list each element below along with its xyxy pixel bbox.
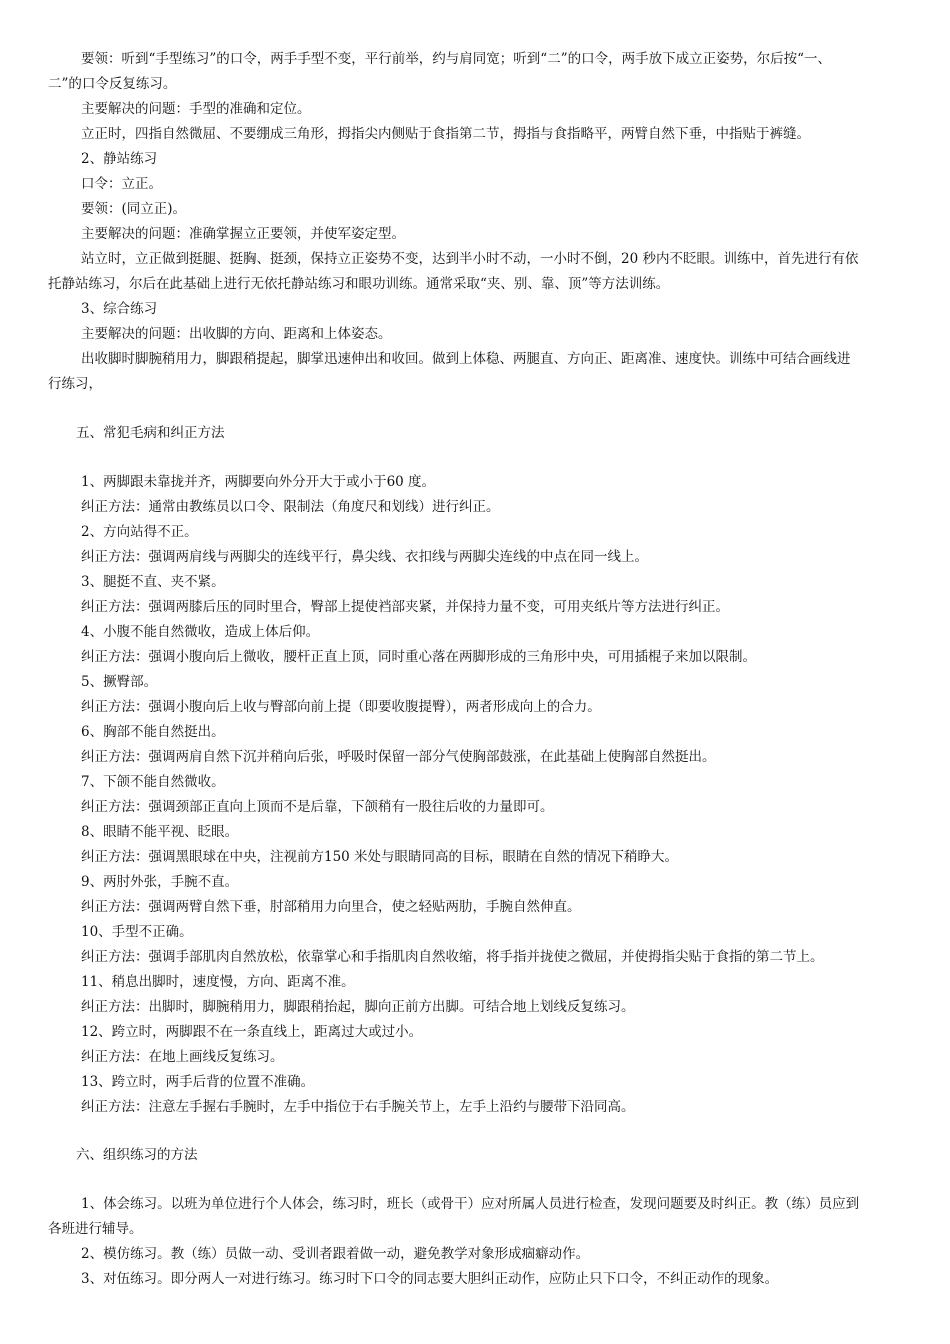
list-item: 8、眼睛不能平视、眨眼。 (81, 824, 239, 840)
subheading: 3、综合练习 (81, 301, 158, 317)
list-item: 10、手型不正确。 (81, 924, 193, 940)
list-item: 2、方向站得不正。 (81, 524, 198, 540)
list-item: 4、小腹不能自然微收，造成上体后仰。 (81, 624, 320, 640)
list-item: 7、下颌不能自然微收。 (81, 774, 225, 790)
paragraph-line: 纠正方法：在地上画线反复练习。 (81, 1049, 284, 1065)
paragraph-line: 纠正方法：强调颈部正直向上顶而不是后靠，下颌稍有一股往后收的力量即可。 (81, 799, 554, 815)
paragraph-line: 各班进行辅导。 (48, 1221, 143, 1237)
paragraph-line: 纠正方法：通常由教练员以口令、限制法（角度尺和划线）进行纠正。 (81, 499, 500, 515)
paragraph-line: 纠正方法：强调两肩线与两脚尖的连线平行，鼻尖线、衣扣线与两脚尖连线的中点在同一线上。 (81, 549, 648, 565)
list-item: 5、撅臀部。 (81, 674, 158, 690)
paragraph-line: 纠正方法：强调小腹向后上收与臀部向前上提（即要收腹提臀），两者形成向上的合力。 (81, 699, 601, 715)
paragraph-line: 要领：(同立正)。 (81, 201, 187, 217)
subheading: 2、静站练习 (81, 151, 158, 167)
paragraph-line: 主要解决的问题：出收脚的方向、距离和上体姿态。 (81, 326, 392, 342)
list-item: 13、跨立时，两手后背的位置不准确。 (81, 1074, 315, 1090)
paragraph-line: 主要解决的问题：手型的准确和定位。 (81, 101, 311, 117)
paragraph-line: 站立时，立正做到挺腿、挺胸、挺颈，保持立正姿势不变，达到半小时不动，一小时不倒，20 秒内不眨眼。训练中，首先进行有依 (81, 251, 859, 267)
paragraph-line: 立正时，四指自然微屈、不要绷成三角形，拇指尖内侧贴于食指第二节，拇指与食指略平，两臂自然下垂，中指贴于裤缝。 (81, 126, 810, 142)
list-item: 11、稍息出脚时，速度慢，方向、距离不准。 (81, 974, 355, 990)
paragraph-line: 纠正方法：强调手部肌肉自然放松，依靠掌心和手指肌肉自然收缩，将手指并拢使之微屈，并使拇指尖贴于食指的第二节上。 (81, 949, 824, 965)
list-item: 1、两脚跟未靠拢并齐，两脚要向外分开大于或小于60 度。 (81, 474, 436, 490)
list-item: 3、腿挺不直、夹不紧。 (81, 574, 225, 590)
list-item: 2、模仿练习。教（练）员做一动、受训者跟着做一动，避免教学对象形成痼癖动作。 (81, 1246, 590, 1262)
paragraph-line: 纠正方法：强调两肩自然下沉并稍向后张，呼吸时保留一部分气使胸部鼓涨，在此基础上使胸部自然挺出。 (81, 749, 716, 765)
section-heading: 五、常犯毛病和纠正方法 (76, 425, 225, 441)
paragraph-line: 纠正方法：强调两臂自然下垂，肘部稍用力向里合，使之轻贴两肋，手腕自然伸直。 (81, 899, 581, 915)
paragraph-line: 纠正方法：强调黑眼球在中央，注视前方150 米处与眼睛同高的目标，眼睛在自然的情况下稍睁大。 (81, 849, 679, 865)
list-item: 9、两肘外张，手腕不直。 (81, 874, 239, 890)
paragraph-line: 二”的口令反复练习。 (48, 76, 177, 92)
list-item: 3、对伍练习。即分两人一对进行练习。练习时下口令的同志要大胆纠正动作，应防止只下口令，不纠正动作的现象。 (81, 1271, 779, 1287)
paragraph-line: 纠正方法：强调两膝后压的同时里合，臀部上提使裆部夹紧，并保持力量不变，可用夹纸片等方法进行纠正。 (81, 599, 729, 615)
paragraph-line: 纠正方法：注意左手握右手腕时，左手中指位于右手腕关节上，左手上沿约与腰带下沿同高。 (81, 1099, 635, 1115)
paragraph-line: 要领：听到“手型练习”的口令，两手手型不变，平行前举，约与肩同宽；听到“二”的口令，两手放下成立正姿势，尔后按“一、 (81, 51, 832, 67)
list-item: 6、胸部不能自然挺出。 (81, 724, 225, 740)
paragraph-line: 出收脚时脚腕稍用力，脚跟稍提起，脚掌迅速伸出和收回。做到上体稳、两腿直、方向正、距离准、速度快。训练中可结合画线进 (81, 351, 851, 367)
list-item: 12、跨立时，两脚跟不在一条直线上，距离过大或过小。 (81, 1024, 423, 1040)
paragraph-line: 主要解决的问题：准确掌握立正要领，并使军姿定型。 (81, 226, 405, 242)
paragraph-line: 口令：立正。 (81, 176, 162, 192)
paragraph-line: 行练习， (48, 376, 102, 392)
list-item: 1、体会练习。以班为单位进行个人体会，练习时，班长（或骨干）应对所属人员进行检查，发现问题要及时纠正。教（练）员应到 (81, 1196, 860, 1212)
section-heading: 六、组织练习的方法 (76, 1147, 198, 1163)
paragraph-line: 纠正方法：强调小腹向后上微收，腰杆正直上顶，同时重心落在两脚形成的三角形中央，可用插棍子来加以限制。 (81, 649, 756, 665)
paragraph-line: 纠正方法：出脚时，脚腕稍用力，脚跟稍抬起，脚向正前方出脚。可结合地上划线反复练习。 (81, 999, 635, 1015)
paragraph-line: 托静站练习，尔后在此基础上进行无依托静站练习和眼功训练。通常采取“夹、别、靠、顶”等方法训练。 (48, 276, 670, 292)
